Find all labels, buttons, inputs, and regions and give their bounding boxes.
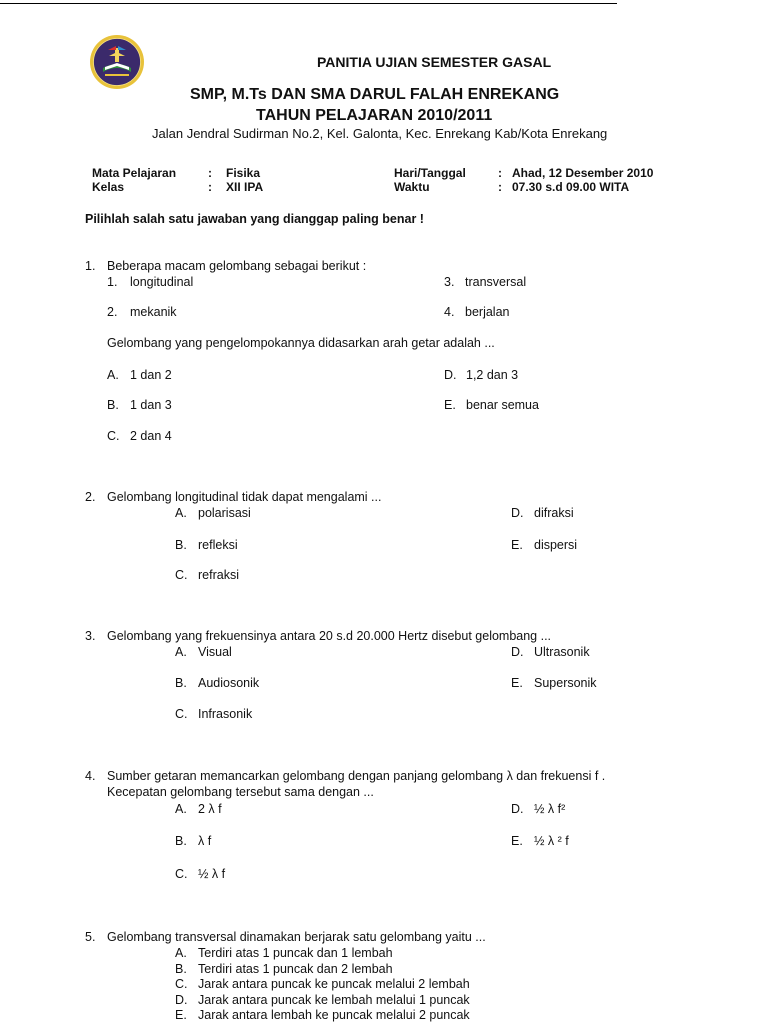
colon: : — [498, 166, 502, 180]
question-number: 2. — [85, 490, 96, 504]
list-item-number: 4. — [444, 305, 455, 319]
option-letter: D. — [511, 506, 524, 520]
committee-title: PANITIA UJIAN SEMESTER GASAL — [317, 54, 552, 70]
question-text: Gelombang longitudinal tidak dapat mengalami ... — [107, 490, 382, 504]
question-text: Kecepatan gelombang tersebut sama dengan ... — [107, 785, 374, 799]
option-letter: B. — [175, 834, 187, 848]
option-text: λ f — [198, 834, 212, 848]
option-text: Jarak antara puncak ke puncak melalui 2 lembah — [198, 977, 470, 991]
school-logo-icon — [89, 34, 145, 90]
option-text: difraksi — [534, 506, 574, 520]
list-item-text: berjalan — [465, 305, 510, 319]
option-letter: D. — [511, 802, 524, 816]
option-letter: C. — [175, 568, 188, 582]
list-item-number: 1. — [107, 275, 118, 289]
option-letter: A. — [175, 506, 187, 520]
option-text: 2 dan 4 — [130, 429, 172, 443]
question-number: 1. — [85, 259, 96, 273]
option-text: polarisasi — [198, 506, 251, 520]
option-text: ½ λ f — [198, 867, 226, 881]
option-letter: B. — [175, 538, 187, 552]
option-text: benar semua — [466, 398, 539, 412]
option-letter: E. — [175, 1008, 187, 1022]
list-item-number: 2. — [107, 305, 118, 319]
colon: : — [208, 180, 212, 194]
question-number: 4. — [85, 769, 96, 783]
option-letter: D. — [511, 645, 524, 659]
question-text: Sumber getaran memancarkan gelombang dengan panjang gelombang λ dan frekuensi f . — [107, 769, 606, 783]
list-item-text: transversal — [465, 275, 527, 289]
list-item-text: longitudinal — [130, 275, 194, 289]
subject-label: Mata Pelajaran — [92, 166, 177, 180]
option-letter: E. — [511, 538, 523, 552]
option-text: Jarak antara lembah ke puncak melalui 2 puncak — [198, 1008, 470, 1022]
list-item-text: mekanik — [130, 305, 177, 319]
top-rule — [0, 3, 617, 4]
subject-value: Fisika — [226, 166, 261, 180]
class-label: Kelas — [92, 180, 125, 194]
day-value: Ahad, 12 Desember 2010 — [512, 166, 654, 180]
option-letter: D. — [444, 368, 457, 382]
option-letter: C. — [175, 867, 188, 881]
option-text: Supersonik — [534, 676, 597, 690]
option-letter: D. — [175, 993, 188, 1007]
option-letter: A. — [175, 802, 187, 816]
question-number: 3. — [85, 629, 96, 643]
option-text: Terdiri atas 1 puncak dan 1 lembah — [198, 946, 393, 960]
list-item-number: 3. — [444, 275, 455, 289]
question-text: Gelombang transversal dinamakan berjarak satu gelombang yaitu ... — [107, 930, 486, 944]
option-letter: A. — [175, 946, 187, 960]
question-text: Beberapa macam gelombang sebagai berikut : — [107, 259, 367, 273]
school-year: TAHUN PELAJARAN 2010/2011 — [256, 107, 493, 124]
option-letter: A. — [175, 645, 187, 659]
time-label: Waktu — [394, 180, 430, 194]
option-letter: C. — [107, 429, 120, 443]
option-text: ½ λ f² — [534, 802, 566, 816]
option-text: Infrasonik — [198, 707, 253, 721]
option-letter: E. — [444, 398, 456, 412]
colon: : — [208, 166, 212, 180]
option-letter: E. — [511, 834, 523, 848]
question-number: 5. — [85, 930, 96, 944]
option-letter: C. — [175, 707, 188, 721]
option-letter: E. — [511, 676, 523, 690]
time-value: 07.30 s.d 09.00 WITA — [512, 180, 630, 194]
option-text: Audiosonik — [198, 676, 260, 690]
option-text: Terdiri atas 1 puncak dan 2 lembah — [198, 962, 393, 976]
option-letter: B. — [175, 962, 187, 976]
option-letter: B. — [107, 398, 119, 412]
question-text: Gelombang yang frekuensinya antara 20 s.d 20.000 Hertz disebut gelombang ... — [107, 629, 552, 643]
option-text: dispersi — [534, 538, 578, 552]
school-address: Jalan Jendral Sudirman No.2, Kel. Galonta, Kec. Enrekang Kab/Kota Enrekang — [152, 126, 608, 141]
option-letter: B. — [175, 676, 187, 690]
option-text: 1 dan 3 — [130, 398, 172, 412]
option-text: refleksi — [198, 538, 238, 552]
colon: : — [498, 180, 502, 194]
option-text: 1,2 dan 3 — [466, 368, 519, 382]
question-stem: Gelombang yang pengelompokannya didasarkan arah getar adalah ... — [107, 336, 495, 350]
option-text: ½ λ ² f — [534, 834, 569, 848]
option-text: Ultrasonik — [534, 645, 590, 659]
option-text: Visual — [198, 645, 232, 659]
option-text: 1 dan 2 — [130, 368, 172, 382]
option-text: refraksi — [198, 568, 239, 582]
day-label: Hari/Tanggal — [394, 166, 466, 180]
class-value: XII IPA — [226, 180, 264, 194]
option-letter: C. — [175, 977, 188, 991]
instruction: Pilihlah salah satu jawaban yang dianggap paling benar ! — [85, 212, 424, 226]
option-text: 2 λ f — [198, 802, 222, 816]
option-text: Jarak antara puncak ke lembah melalui 1 puncak — [198, 993, 470, 1007]
option-letter: A. — [107, 368, 119, 382]
school-name: SMP, M.Ts DAN SMA DARUL FALAH ENREKANG — [190, 86, 560, 103]
